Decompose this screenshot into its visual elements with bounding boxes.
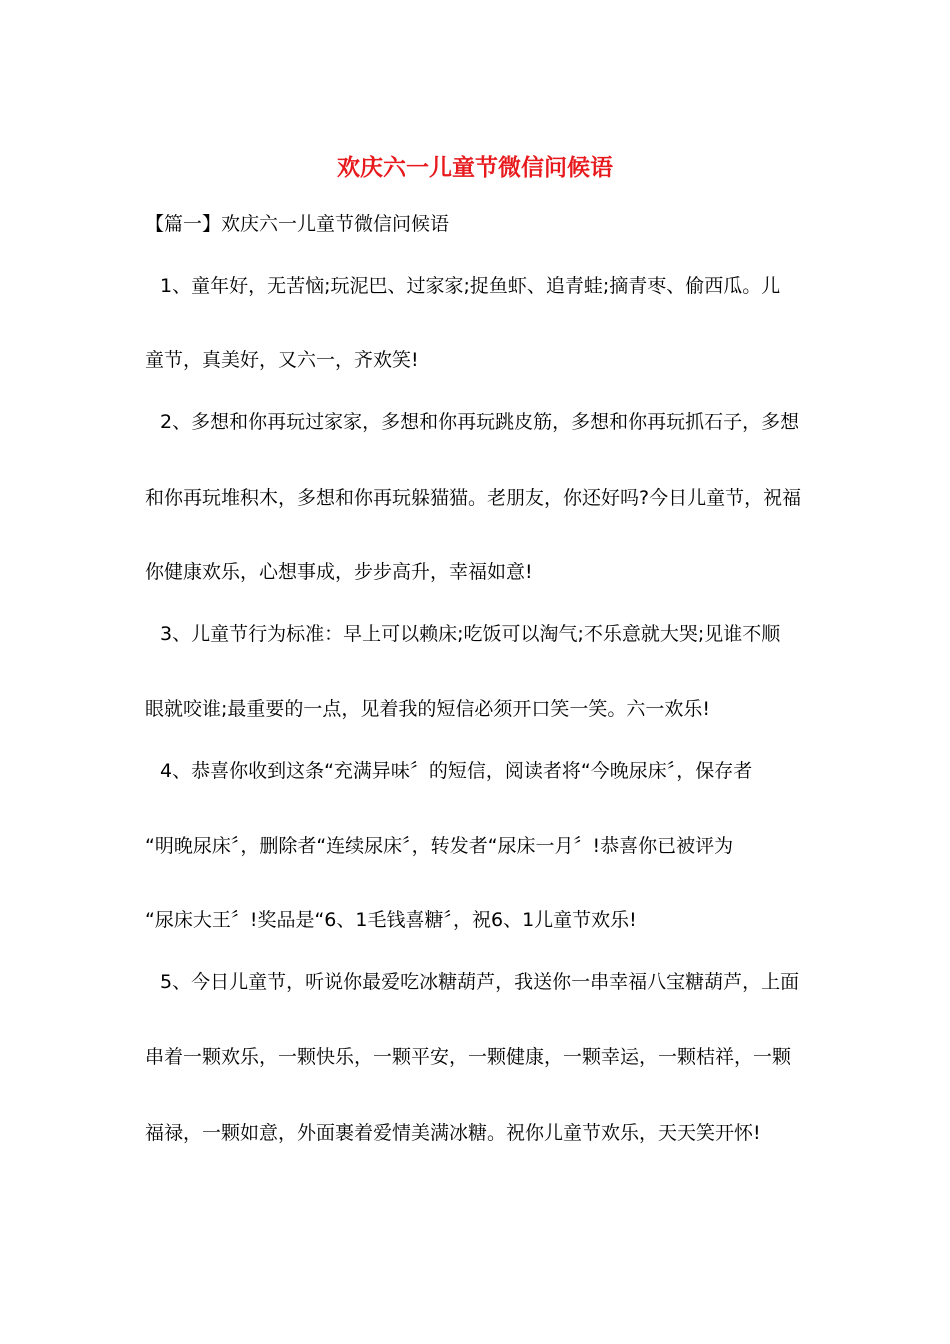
paragraph-1-line-2: 童节，真美好，又六一，齐欢笑! bbox=[145, 349, 419, 371]
paragraph-4-line-1: 4、恭喜你收到这条“充满异味〞的短信，阅读者将“今晚尿床〞，保存者 bbox=[160, 760, 753, 782]
paragraph-5-line-3: 福禄，一颗如意，外面裹着爱情美满冰糖。祝你儿童节欢乐，天天笑开怀! bbox=[145, 1122, 761, 1144]
paragraph-3-line-2: 眼就咬谁;最重要的一点，见着我的短信必须开口笑一笑。六一欢乐! bbox=[145, 698, 711, 720]
paragraph-2-line-1: 2、多想和你再玩过家家，多想和你再玩跳皮筋，多想和你再玩抓石子，多想 bbox=[160, 411, 800, 433]
paragraph-4-line-2: “明晚尿床〞，删除者“连续尿床〞，转发者“尿床一月〞!恭喜你已被评为 bbox=[145, 835, 734, 857]
paragraph-1-line-1: 1、童年好，无苦恼;玩泥巴、过家家;捉鱼虾、追青蛙;摘青枣、偷西瓜。儿 bbox=[160, 275, 781, 297]
paragraph-5-line-1: 5、今日儿童节，听说你最爱吃冰糖葫芦，我送你一串幸福八宝糖葫芦，上面 bbox=[160, 971, 800, 993]
paragraph-3-line-1: 3、儿童节行为标准：早上可以赖床;吃饭可以淘气;不乐意就大哭;见谁不顺 bbox=[160, 623, 781, 645]
document-title: 欢庆六一儿童节微信问候语 bbox=[337, 155, 613, 181]
paragraph-2-line-2: 和你再玩堆积木，多想和你再玩躲猫猫。老朋友，你还好吗?今日儿童节，祝福 bbox=[145, 487, 802, 509]
paragraph-5-line-2: 串着一颗欢乐，一颗快乐，一颗平安，一颗健康，一颗幸运，一颗桔祥，一颗 bbox=[145, 1046, 792, 1068]
paragraph-2-line-3: 你健康欢乐，心想事成，步步高升，幸福如意! bbox=[145, 561, 533, 583]
paragraph-4-line-3: “尿床大王〞!奖品是“6、1毛钱喜糖〞，祝6、1儿童节欢乐! bbox=[145, 909, 637, 931]
section-heading: 【篇一】欢庆六一儿童节微信问候语 bbox=[145, 213, 450, 235]
